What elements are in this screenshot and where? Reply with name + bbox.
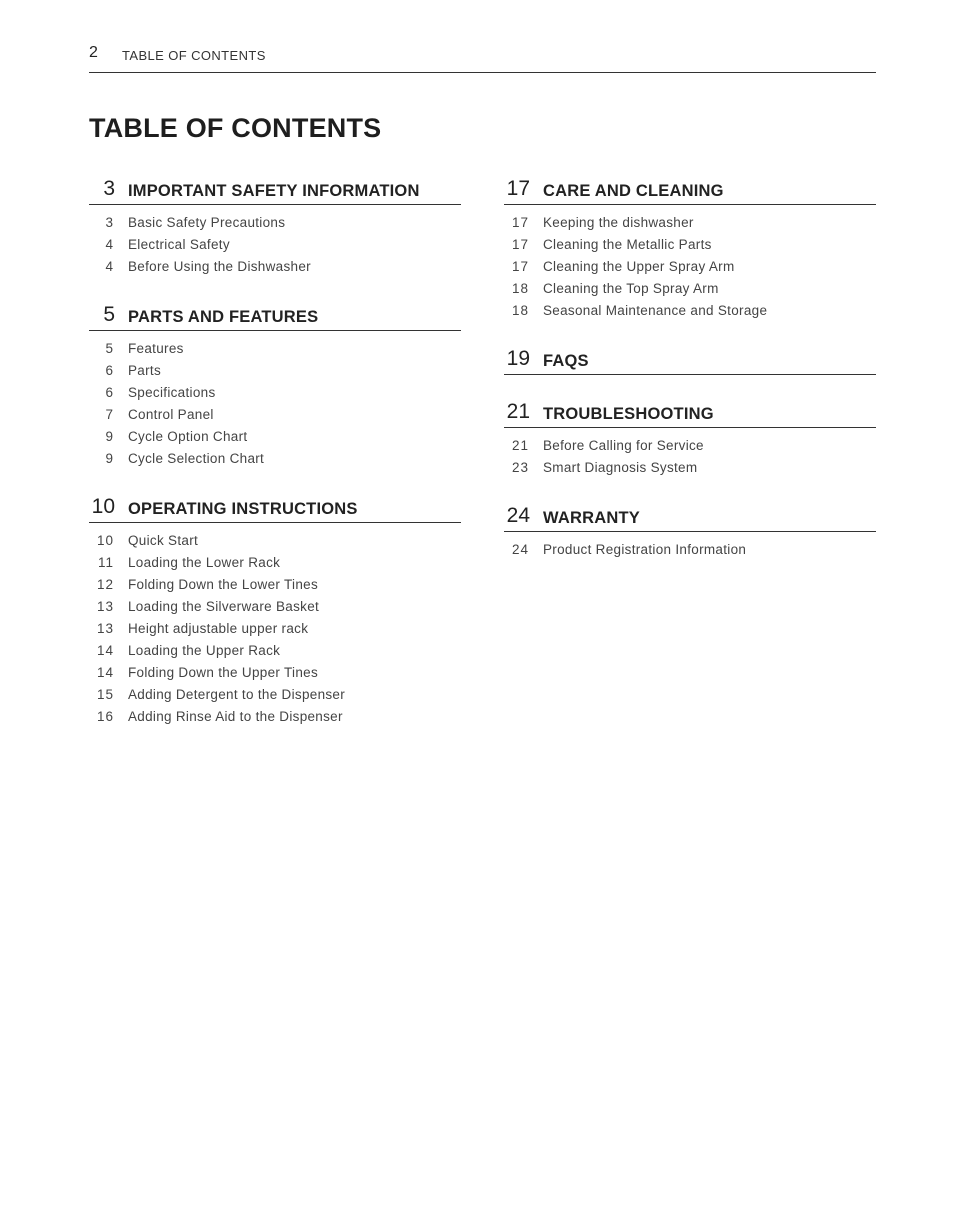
toc-entry-list bbox=[89, 205, 461, 278]
section-page-number: 17 bbox=[506, 177, 530, 200]
entry-title: Cleaning the Top Spray Arm bbox=[543, 281, 719, 296]
toc-entry-list bbox=[504, 205, 876, 322]
toc-entry[interactable] bbox=[89, 426, 461, 448]
entry-title: Smart Diagnosis System bbox=[543, 460, 698, 475]
toc-entry[interactable] bbox=[504, 539, 876, 561]
toc-entry[interactable] bbox=[89, 574, 461, 596]
entry-title: Keeping the dishwasher bbox=[543, 215, 694, 230]
section-page-number: 3 bbox=[103, 177, 115, 200]
section-page-number: 5 bbox=[103, 303, 115, 326]
entry-page-number: 9 bbox=[105, 451, 114, 466]
section-heading[interactable] bbox=[89, 302, 461, 331]
section-page-number: 24 bbox=[506, 504, 530, 527]
toc-entry-list bbox=[504, 532, 876, 561]
entry-title: Before Using the Dishwasher bbox=[128, 259, 311, 274]
entry-page-number: 14 bbox=[96, 665, 114, 680]
entry-page-number: 15 bbox=[96, 687, 114, 702]
entry-title: Basic Safety Precautions bbox=[128, 215, 286, 230]
toc-entry-list bbox=[89, 331, 461, 470]
entry-title: Folding Down the Upper Tines bbox=[128, 665, 318, 680]
entry-title: Loading the Upper Rack bbox=[128, 643, 281, 658]
section-title: CARE AND CLEANING bbox=[543, 182, 724, 200]
entry-page-number: 6 bbox=[105, 363, 114, 378]
entry-page-number: 14 bbox=[96, 643, 114, 658]
toc-section bbox=[89, 176, 461, 278]
section-title: PARTS AND FEATURES bbox=[128, 308, 319, 326]
entry-title: Adding Detergent to the Dispenser bbox=[128, 687, 346, 702]
toc-entry[interactable] bbox=[89, 212, 461, 234]
toc-entry[interactable] bbox=[89, 360, 461, 382]
entry-title: Cycle Selection Chart bbox=[128, 451, 265, 466]
entry-title: Cycle Option Chart bbox=[128, 429, 248, 444]
section-heading[interactable] bbox=[504, 503, 876, 532]
entry-page-number: 13 bbox=[96, 599, 114, 614]
entry-title: Loading the Silverware Basket bbox=[128, 599, 320, 614]
toc-entry[interactable] bbox=[89, 662, 461, 684]
section-heading[interactable] bbox=[89, 176, 461, 205]
toc-section bbox=[89, 302, 461, 470]
entry-page-number: 6 bbox=[105, 385, 114, 400]
section-heading[interactable] bbox=[504, 176, 876, 205]
entry-page-number: 24 bbox=[511, 542, 529, 557]
toc-entry[interactable] bbox=[89, 404, 461, 426]
entry-page-number: 3 bbox=[105, 215, 114, 230]
entry-page-number: 5 bbox=[105, 341, 114, 356]
running-title: TABLE OF CONTENTS bbox=[122, 48, 266, 63]
toc-entry[interactable] bbox=[89, 684, 461, 706]
toc-entry[interactable] bbox=[504, 212, 876, 234]
toc-entry[interactable] bbox=[89, 640, 461, 662]
entry-title: Adding Rinse Aid to the Dispenser bbox=[128, 709, 343, 724]
entry-page-number: 4 bbox=[105, 259, 114, 274]
entry-page-number: 18 bbox=[511, 303, 529, 318]
entry-title: Electrical Safety bbox=[128, 237, 230, 252]
entry-page-number: 17 bbox=[511, 259, 529, 274]
toc-column-right bbox=[504, 176, 876, 585]
toc-entry[interactable] bbox=[504, 300, 876, 322]
toc-entry[interactable] bbox=[89, 338, 461, 360]
page-header bbox=[89, 40, 876, 73]
toc-entry[interactable] bbox=[89, 552, 461, 574]
page-title: TABLE OF CONTENTS bbox=[89, 113, 382, 143]
entry-page-number: 7 bbox=[105, 407, 114, 422]
entry-title: Quick Start bbox=[128, 533, 199, 548]
entry-title: Height adjustable upper rack bbox=[128, 621, 309, 636]
toc-entry-list bbox=[89, 523, 461, 728]
section-title: OPERATING INSTRUCTIONS bbox=[128, 500, 358, 518]
entry-title: Control Panel bbox=[128, 407, 214, 422]
entry-title: Seasonal Maintenance and Storage bbox=[543, 303, 768, 318]
entry-title: Before Calling for Service bbox=[543, 438, 704, 453]
entry-page-number: 13 bbox=[96, 621, 114, 636]
entry-page-number: 4 bbox=[105, 237, 114, 252]
toc-entry-list bbox=[504, 428, 876, 479]
section-title: WARRANTY bbox=[543, 509, 640, 527]
entry-title: Loading the Lower Rack bbox=[128, 555, 281, 570]
entry-title: Cleaning the Upper Spray Arm bbox=[543, 259, 735, 274]
toc-entry[interactable] bbox=[89, 448, 461, 470]
entry-page-number: 23 bbox=[511, 460, 529, 475]
toc-entry[interactable] bbox=[89, 596, 461, 618]
entry-page-number: 16 bbox=[96, 709, 114, 724]
toc-column-left bbox=[89, 176, 461, 752]
toc-entry[interactable] bbox=[89, 706, 461, 728]
section-heading[interactable] bbox=[504, 346, 876, 375]
toc-entry[interactable] bbox=[89, 618, 461, 640]
toc-entry[interactable] bbox=[89, 530, 461, 552]
entry-title: Product Registration Information bbox=[543, 542, 747, 557]
page-number: 2 bbox=[89, 44, 98, 61]
entry-title: Parts bbox=[128, 363, 162, 378]
toc-entry[interactable] bbox=[504, 457, 876, 479]
entry-page-number: 12 bbox=[96, 577, 114, 592]
entry-title: Specifications bbox=[128, 385, 216, 400]
entry-page-number: 17 bbox=[511, 215, 529, 230]
toc-section bbox=[504, 399, 876, 479]
toc-entry[interactable] bbox=[504, 234, 876, 256]
section-title: TROUBLESHOOTING bbox=[543, 405, 714, 423]
entry-page-number: 11 bbox=[97, 555, 114, 570]
section-title: IMPORTANT SAFETY INFORMATION bbox=[128, 182, 420, 200]
entry-page-number: 17 bbox=[511, 237, 529, 252]
section-page-number: 10 bbox=[91, 495, 115, 518]
toc-entry[interactable] bbox=[504, 256, 876, 278]
toc-entry[interactable] bbox=[89, 256, 461, 278]
toc-section bbox=[504, 176, 876, 322]
toc-entry[interactable] bbox=[504, 278, 876, 300]
toc-entry[interactable] bbox=[89, 382, 461, 404]
section-page-number: 21 bbox=[506, 400, 530, 423]
section-heading[interactable] bbox=[89, 494, 461, 523]
section-page-number: 19 bbox=[506, 347, 530, 370]
entry-page-number: 10 bbox=[96, 533, 114, 548]
toc-section bbox=[504, 503, 876, 561]
entry-title: Features bbox=[128, 341, 184, 356]
toc-section bbox=[89, 494, 461, 728]
entry-page-number: 21 bbox=[511, 438, 529, 453]
entry-title: Cleaning the Metallic Parts bbox=[543, 237, 712, 252]
toc-entry[interactable] bbox=[89, 234, 461, 256]
entry-title: Folding Down the Lower Tines bbox=[128, 577, 318, 592]
toc-section bbox=[504, 346, 876, 375]
entry-page-number: 18 bbox=[511, 281, 529, 296]
entry-page-number: 9 bbox=[105, 429, 114, 444]
toc-entry[interactable] bbox=[504, 435, 876, 457]
section-title: FAQS bbox=[543, 352, 589, 370]
section-heading[interactable] bbox=[504, 399, 876, 428]
